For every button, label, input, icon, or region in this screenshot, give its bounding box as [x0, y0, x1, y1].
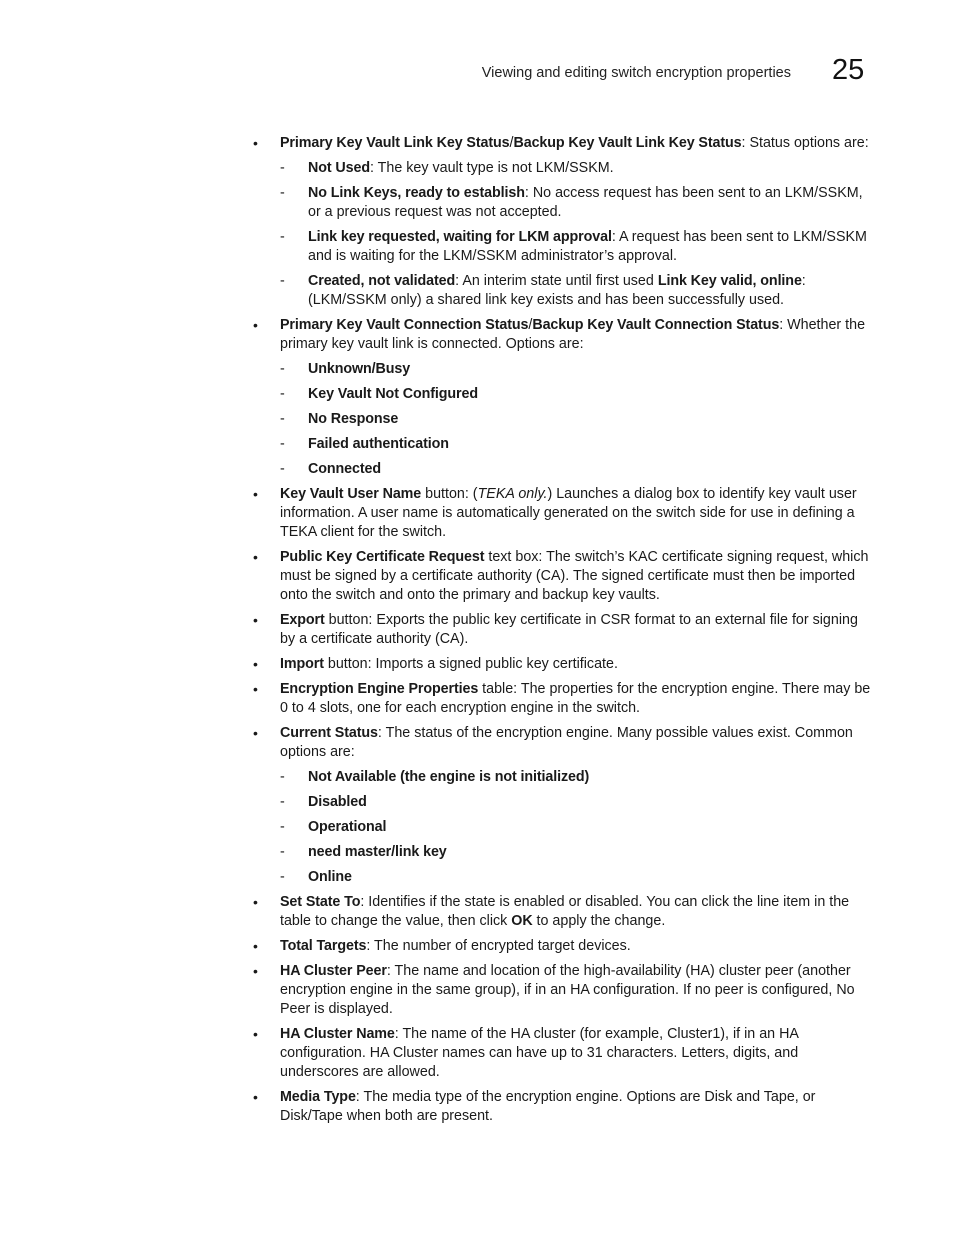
- term: Key Vault User Name: [280, 486, 422, 502]
- description: : The name and location of the high-availability (HA) cluster peer (another encryption engine in the same group), if in an HA configuration. If no peer is configured, No Peer is displayed.: [280, 963, 855, 1017]
- sub-list-item: [280, 184, 872, 222]
- sub-list: [280, 159, 872, 310]
- sub-list-item: [280, 868, 872, 887]
- sub-list-item: [280, 793, 872, 812]
- term: Created, not validated: [308, 273, 456, 289]
- dash-icon: -: [280, 386, 285, 402]
- list-item: [253, 655, 872, 674]
- term: Failed authentication: [308, 436, 449, 452]
- term: Online: [308, 869, 352, 885]
- bullet-icon: •: [253, 549, 258, 565]
- dash-icon: -: [280, 361, 285, 377]
- term: Operational: [308, 819, 387, 835]
- term: Import: [280, 656, 324, 672]
- dash-icon: -: [280, 461, 285, 477]
- sub-list: [280, 768, 872, 887]
- description: : The status of the encryption engine. Many possible values exist. Common options are:: [280, 725, 853, 760]
- list-item: [253, 548, 872, 605]
- bullet-icon: •: [253, 681, 258, 697]
- dash-icon: -: [280, 411, 285, 427]
- bullet-icon: •: [253, 725, 258, 741]
- term: Total Targets: [280, 938, 367, 954]
- list-item: [253, 1088, 872, 1126]
- sub-list-item: [280, 159, 872, 178]
- term: Unknown/Busy: [308, 361, 411, 377]
- sub-list-item: [280, 768, 872, 787]
- list-item: [253, 134, 872, 310]
- term: Connected: [308, 461, 381, 477]
- term: Public Key Certificate Request: [280, 549, 485, 565]
- sub-list-item: [280, 228, 872, 266]
- term: Primary Key Vault Link Key Status: [280, 135, 510, 151]
- list-item: [253, 724, 872, 887]
- description: : Status options are:: [741, 135, 869, 151]
- description: : The number of encrypted target devices.: [366, 938, 631, 954]
- term: Media Type: [280, 1089, 356, 1105]
- bullet-icon: •: [253, 135, 258, 151]
- list-item: [253, 611, 872, 649]
- list-item: [253, 937, 872, 956]
- term: Link Key valid, online: [657, 273, 802, 289]
- term: No Response: [308, 411, 399, 427]
- list-item: [253, 485, 872, 542]
- sub-list-item: [280, 435, 872, 454]
- term: HA Cluster Peer: [280, 963, 387, 979]
- bullet-icon: •: [253, 938, 258, 954]
- bullet-icon: •: [253, 894, 258, 910]
- bullet-icon: •: [253, 963, 258, 979]
- term: Not Used: [308, 160, 370, 176]
- list-item: [253, 316, 872, 479]
- dash-icon: -: [280, 229, 285, 245]
- description: : Identifies if the state is enabled or disabled. You can click the line item in the table to change the value, then click: [280, 894, 850, 929]
- description: ) Launches a dialog box to identify key vault user information. A user name is automatically generated on the switch side for use in defining a TEKA client for the switch.: [280, 486, 857, 540]
- sub-list-item: [280, 360, 872, 379]
- dash-icon: -: [280, 436, 285, 452]
- bullet-icon: •: [253, 1026, 258, 1042]
- dash-icon: -: [280, 794, 285, 810]
- dash-icon: -: [280, 185, 285, 201]
- running-header-title: Viewing and editing switch encryption properties: [481, 65, 791, 81]
- term: Set State To: [280, 894, 361, 910]
- bullet-icon: •: [253, 656, 258, 672]
- description: table: The properties for the encryption engine. There may be 0 to 4 slots, one for each encryption engine in the switch.: [280, 681, 871, 716]
- sub-list: [280, 360, 872, 479]
- list-item: [253, 680, 872, 718]
- term: Encryption Engine Properties: [280, 681, 479, 697]
- term: OK: [511, 913, 533, 929]
- list-item: [253, 1025, 872, 1082]
- description: to apply the change.: [532, 913, 666, 929]
- description: text box: The switch’s KAC certificate signing request, which must be signed by a certificate authority (CA). The signed certificate must then be imported onto the switch and onto the primary and backup key vaults.: [280, 549, 869, 603]
- term: Export: [280, 612, 325, 628]
- bullet-icon: •: [253, 486, 258, 502]
- property-list: [253, 134, 872, 1126]
- term: No Link Keys, ready to establish: [308, 185, 525, 201]
- term: Disabled: [308, 794, 367, 810]
- description: : The media type of the encryption engine. Options are Disk and Tape, or Disk/Tape when both are present.: [280, 1089, 816, 1124]
- description: button: Exports the public key certificate in CSR format to an external file for signing by a certificate authority (CA).: [280, 612, 858, 647]
- bullet-icon: •: [253, 612, 258, 628]
- separator: /: [509, 135, 514, 151]
- term: HA Cluster Name: [280, 1026, 395, 1042]
- term: Not Available (the engine is not initialized): [308, 769, 590, 785]
- term: Backup Key Vault Link Key Status: [513, 135, 742, 151]
- description: : An interim state until first used: [455, 273, 658, 289]
- document-body: [253, 134, 872, 1132]
- description: button: (: [421, 486, 478, 502]
- chapter-number: 25: [832, 54, 865, 86]
- dash-icon: -: [280, 869, 285, 885]
- sub-list-item: [280, 818, 872, 837]
- sub-list-item: [280, 843, 872, 862]
- term: Current Status: [280, 725, 378, 741]
- list-item: [253, 893, 872, 931]
- dash-icon: -: [280, 160, 285, 176]
- dash-icon: -: [280, 769, 285, 785]
- dash-icon: -: [280, 273, 285, 289]
- term: Backup Key Vault Connection Status: [532, 317, 780, 333]
- description: button: Imports a signed public key certificate.: [323, 656, 618, 672]
- description: : Whether the primary key vault link is connected. Options are:: [280, 317, 866, 352]
- term: Link key requested, waiting for LKM approval: [308, 229, 612, 245]
- sub-list-item: [280, 272, 872, 310]
- dash-icon: -: [280, 819, 285, 835]
- list-item: [253, 962, 872, 1019]
- description: : The key vault type is not LKM/SSKM.: [369, 160, 614, 176]
- description: : (LKM/SSKM only) a shared link key exists and has been successfully used.: [308, 273, 806, 308]
- sub-list-item: [280, 460, 872, 479]
- sub-list-item: [280, 385, 872, 404]
- description: : No access request has been sent to an LKM/SSKM, or a previous request was not accepted.: [308, 185, 863, 220]
- term: Primary Key Vault Connection Status: [280, 317, 529, 333]
- description: : The name of the HA cluster (for example, Cluster1), if in an HA configuration. HA Cluster names can have up to 31 characters. Letters, digits, and underscores are allowed.: [280, 1026, 799, 1080]
- separator: /: [528, 317, 533, 333]
- description: : A request has been sent to LKM/SSKM and is waiting for the LKM/SSKM administrator’s approval.: [308, 229, 867, 264]
- term: need master/link key: [308, 844, 447, 860]
- sub-list-item: [280, 410, 872, 429]
- bullet-icon: •: [253, 317, 258, 333]
- emphasis: TEKA only.: [477, 486, 548, 502]
- bullet-icon: •: [253, 1089, 258, 1105]
- term: Key Vault Not Configured: [308, 386, 478, 402]
- dash-icon: -: [280, 844, 285, 860]
